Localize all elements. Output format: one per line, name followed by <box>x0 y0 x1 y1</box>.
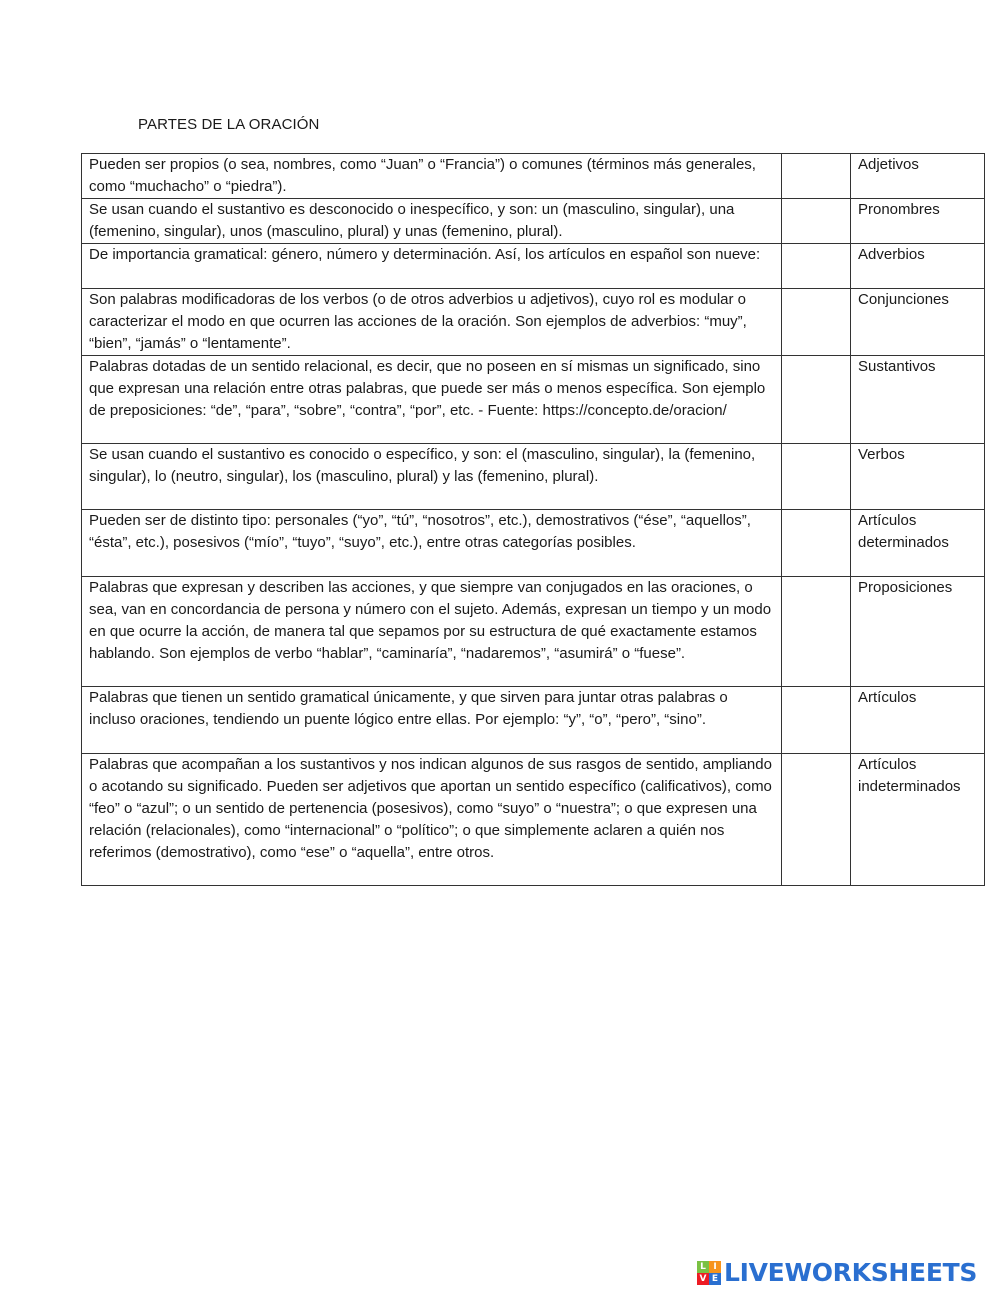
answer-cell[interactable] <box>782 244 851 289</box>
answer-cell[interactable] <box>782 687 851 754</box>
definition-cell: Se usan cuando el sustantivo es conocido o específico, y son: el (masculino, singular), la (femenino, singular), lo (neutro, singular), los (masculino, plural) y las (femenino, plural). <box>82 444 782 510</box>
term-cell: Conjunciones <box>851 289 985 356</box>
matching-table <box>81 153 985 886</box>
answer-cell[interactable] <box>782 444 851 510</box>
table-row <box>82 289 985 356</box>
table-row <box>82 577 985 687</box>
table-row <box>82 154 985 199</box>
term-cell: Proposiciones <box>851 577 985 687</box>
logo-mark-letter: L <box>697 1261 709 1273</box>
answer-cell[interactable] <box>782 199 851 244</box>
table-row <box>82 510 985 577</box>
answer-cell[interactable] <box>782 356 851 444</box>
definition-cell: Palabras que tienen un sentido gramatical únicamente, y que sirven para juntar otras palabras o incluso oraciones, tendiendo un puente lógico entre ellas. Por ejemplo: “y”, “o”, “pero”, “sino”. <box>82 687 782 754</box>
logo-mark-icon <box>697 1261 721 1285</box>
answer-cell[interactable] <box>782 754 851 886</box>
table-row <box>82 687 985 754</box>
liveworksheets-logo[interactable] <box>697 1258 977 1287</box>
table-row <box>82 356 985 444</box>
logo-mark-letter: V <box>697 1273 709 1285</box>
definition-cell: Palabras que acompañan a los sustantivos y nos indican algunos de sus rasgos de sentido, ampliando o acotando su significado. Pueden ser adjetivos que aportan un sentido específico (calificativos), como “feo” o “azul”; o un sentido de pertenencia (posesivos), como “suyo” o “nuestra”; o que expresen una relación (relacionales), como “internacional” o “político”; o que simplemente aclaren a quién nos referimos (demostrativo), como “ese” o “aquella”, entre otros. <box>82 754 782 886</box>
definition-cell: Se usan cuando el sustantivo es desconocido o inespecífico, y son: un (masculino, singular), una (femenino, singular), unos (masculino, plural) y unas (femenino, plural). <box>82 199 782 244</box>
term-cell: Artículos determinados <box>851 510 985 577</box>
definition-cell: Son palabras modificadoras de los verbos (o de otros adverbios u adjetivos), cuyo rol es modular o caracterizar el modo en que ocurren las acciones de la oración. Son ejemplos de adverbios: “muy”, “bien”, “jamás” o “lentamente”. <box>82 289 782 356</box>
term-cell: Adjetivos <box>851 154 985 199</box>
term-cell: Adverbios <box>851 244 985 289</box>
term-cell: Pronombres <box>851 199 985 244</box>
table-row <box>82 754 985 886</box>
answer-cell[interactable] <box>782 577 851 687</box>
logo-mark-letter: I <box>709 1261 721 1273</box>
logo-mark-letter: E <box>709 1273 721 1285</box>
term-cell: Verbos <box>851 444 985 510</box>
answer-cell[interactable] <box>782 289 851 356</box>
definition-cell: Palabras que expresan y describen las acciones, y que siempre van conjugados en las oraciones, o sea, van en concordancia de persona y número con el sujeto. Además, expresan un tiempo y un modo en que ocurre la acción, de manera tal que sepamos por su estructura de qué exactamente estamos hablando. Son ejemplos de verbo “hablar”, “caminaría”, “nadaremos”, “asumirá” o “fuese”. <box>82 577 782 687</box>
definition-cell: De importancia gramatical: género, número y determinación. Así, los artículos en español son nueve: <box>82 244 782 289</box>
table-row <box>82 444 985 510</box>
term-cell: Artículos indeterminados <box>851 754 985 886</box>
table-row <box>82 244 985 289</box>
term-cell: Sustantivos <box>851 356 985 444</box>
answer-cell[interactable] <box>782 154 851 199</box>
definition-cell: Palabras dotadas de un sentido relacional, es decir, que no poseen en sí mismas un significado, sino que expresan una relación entre otras palabras, que puede ser más o menos específica. Son ejemplo de preposiciones: “de”, “para”, “sobre”, “contra”, “por”, etc. - Fuente: https://concepto.de/oracion/ <box>82 356 782 444</box>
answer-cell[interactable] <box>782 510 851 577</box>
page-title: PARTES DE LA ORACIÓN <box>138 116 320 133</box>
definition-cell: Pueden ser propios (o sea, nombres, como “Juan” o “Francia”) o comunes (términos más generales, como “muchacho” o “piedra”). <box>82 154 782 199</box>
logo-text: LIVEWORKSHEETS <box>724 1258 978 1287</box>
table-row <box>82 199 985 244</box>
term-cell: Artículos <box>851 687 985 754</box>
definition-cell: Pueden ser de distinto tipo: personales (“yo”, “tú”, “nosotros”, etc.), demostrativos (“ése”, “aquellos”, “ésta”, etc.), posesivos (“mío”, “tuyo”, “suyo”, etc.), entre otras categorías posibles. <box>82 510 782 577</box>
